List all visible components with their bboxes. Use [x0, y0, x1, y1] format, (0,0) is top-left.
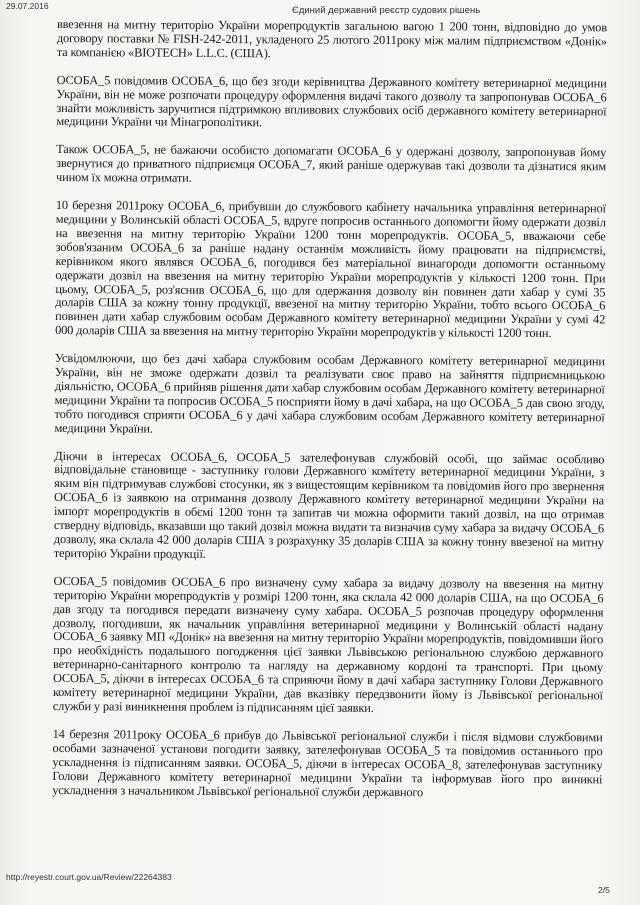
paragraph-7: ОСОБА_5 повідомив ОСОБА_6 про визначену суму хабара за видачу дозволу на ввезення на митну територію України морепродуктів у розмірі 1200 тонн, яка склала 42 000 доларів США, на що ОСОБА_6 дав згоду та погодився передати визначену суму хабара. ОСОБА_5 розпочав процедуру оформлення дозволу, погодивши, як начальник управління ветеринарної медицини у Волинській області надану ОСОБА_6 заявку МП «Донік» на ввезення на митну територію України морепродуктів, повідомивши його про необхідність подальшого погодження цієї заявки Львівською регіональною службою державного ветеринарно-санітарного контролю та нагляду на державному кордоні та транспорті. При цьому ОСОБА_5, діючи в інтересах ОСОБА_6 та сприяючи йому в дачі хабара заступнику Голови Державного комітету ветеринарної медицини України, дав вказівку передзвонити йому із Львівської регіональної служби у разі виникнення проблем із підписанням цієї заявки.: [52, 573, 604, 715]
paragraph-2: ОСОБА_5 повідомив ОСОБА_6, що без згоди керівництва Державного комітету ветеринарної медицини України, він не може розпочати процедуру оформлення видачі такого дозволу та запропонував ОСОБА_6 знайти можливість заручитися підтримкою впливових службових осіб державного комітету ветеринарної медицини України чи Мінагрополітики.: [56, 72, 607, 130]
header-title: Єдиний державний реєстр судових рішень: [292, 5, 481, 16]
page-number: 2/5: [598, 885, 610, 895]
paragraph-3: Також ОСОБА_5, не бажаючи особисто допомагати ОСОБА_6 у одержані дозволу, запропонував йому звернутися до приватного підприємця ОСОБА_7, який раніше одержував такі дозволи та дізнатися яким чином їх можна отримати.: [55, 142, 607, 185]
paragraph-8: 14 березня 2011року ОСОБА_6 прибув до Львівської регіональної служби і після відмови службовими особами зазначеної установи погодити заявку, зателефонував ОСОБА_5 та повідомив останнього про ускладнення із підписанням заявки. ОСОБА_5, діючи в інтересах ОСОБА_8, зателефонував заступнику Голови Державного комітету ветеринарної медицини України та інформував його про виникні ускладнення з начальником Львівської регіональної служби державного: [52, 726, 603, 799]
paragraph-6: Діючи в інтересах ОСОБА_6, ОСОБА_5 зателефонував службовій особі, що займає особливо відповідальне становище - заступнику голови Державного комітету ветеринарної медицини України, з яким він підтримував службові стосунки, як з вищестоящим керівником та повідомив його про звернення ОСОБА_6 із заявкою на отримання дозволу Державного комітету ветеринарної медицини України на імпорт морепродуктів в обємі 1200 тонн та запитав чи можна оформити такий дозвіл, на що отримав ствердну відповідь, вказавши що такий дозвіл можна видати та визначив суму хабара за видачу ОСОБА_6 дозволу, яка склала 42 000 доларів США з розрахунку 35 доларів США за кожну тонну ввезеної на митну територію України продукції.: [53, 448, 605, 561]
print-date: 29.07.2016: [6, 1, 49, 11]
paragraph-4: 10 березня 2011року ОСОБА_6, прибувши до службового кабінету начальника управління ветеринарної медицини у Волинській області ОСОБА_5, вдруге попросив останнього допомогти йому одержати дозвіл на ввезення на митну територію України 1200 тонн морепродуктів. ОСОБА_5, вважаючи себе зобов'язаним ОСОБА_6 за раніше надану останнім можливість йому працювати на підприємстві, керівником якого являвся ОСОБА_6, погодився без матеріальної винагороди допомогти останньому одержати дозвіл на ввезення на митну територію України морепродуктів у кількості 1200 тонн. При цьому, ОСОБА_5, роз'яснив ОСОБА_6, що для одержання дозволу він повинен дати хабар у сумі 35 доларів США за кожну тонну продукції, ввезеної на митну територію України, тобто всього ОСОБА_6 повинен дати хабар службовим особам Державного комітету ветеринарної медицини України у сумі 42 000 доларів США за ввезення на митну територію України морепродуктів у кількості 1200 тонн.: [55, 198, 606, 341]
paragraph-1: ввезення на митну територію України морепродуктів загальною вагою 1 200 тонн, відповідно до умов договору поставки № FISH-242-2011, укладеного 25 лютого 2011року між малим підприємством «Донік» та компанією «BIOTECH» L.L.C. (США).: [56, 17, 607, 61]
source-url[interactable]: http://reyestr.court.gov.ua/Review/22264383: [6, 872, 172, 882]
paragraph-5: Усвідомлюючи, що без дачі хабара службовим особам Державного комітету ветеринарної медицини України, він не зможе одержати дозвіл та реалізувати своє право на зайняття підприємницькою діяльністю, ОСОБА_6 прийняв рішення дати хабар службовим особам Державного комітету ветеринарної медицини України та попросив ОСОБА_5 посприяти йому в дачі хабара, на що ОСОБА_5 дав свою згоду, тобто погодився сприяти ОСОБА_6 у дачі хабара службовим особам Державного комітету ветеринарної медицини України.: [54, 351, 605, 436]
document-body: [52, 18, 607, 815]
